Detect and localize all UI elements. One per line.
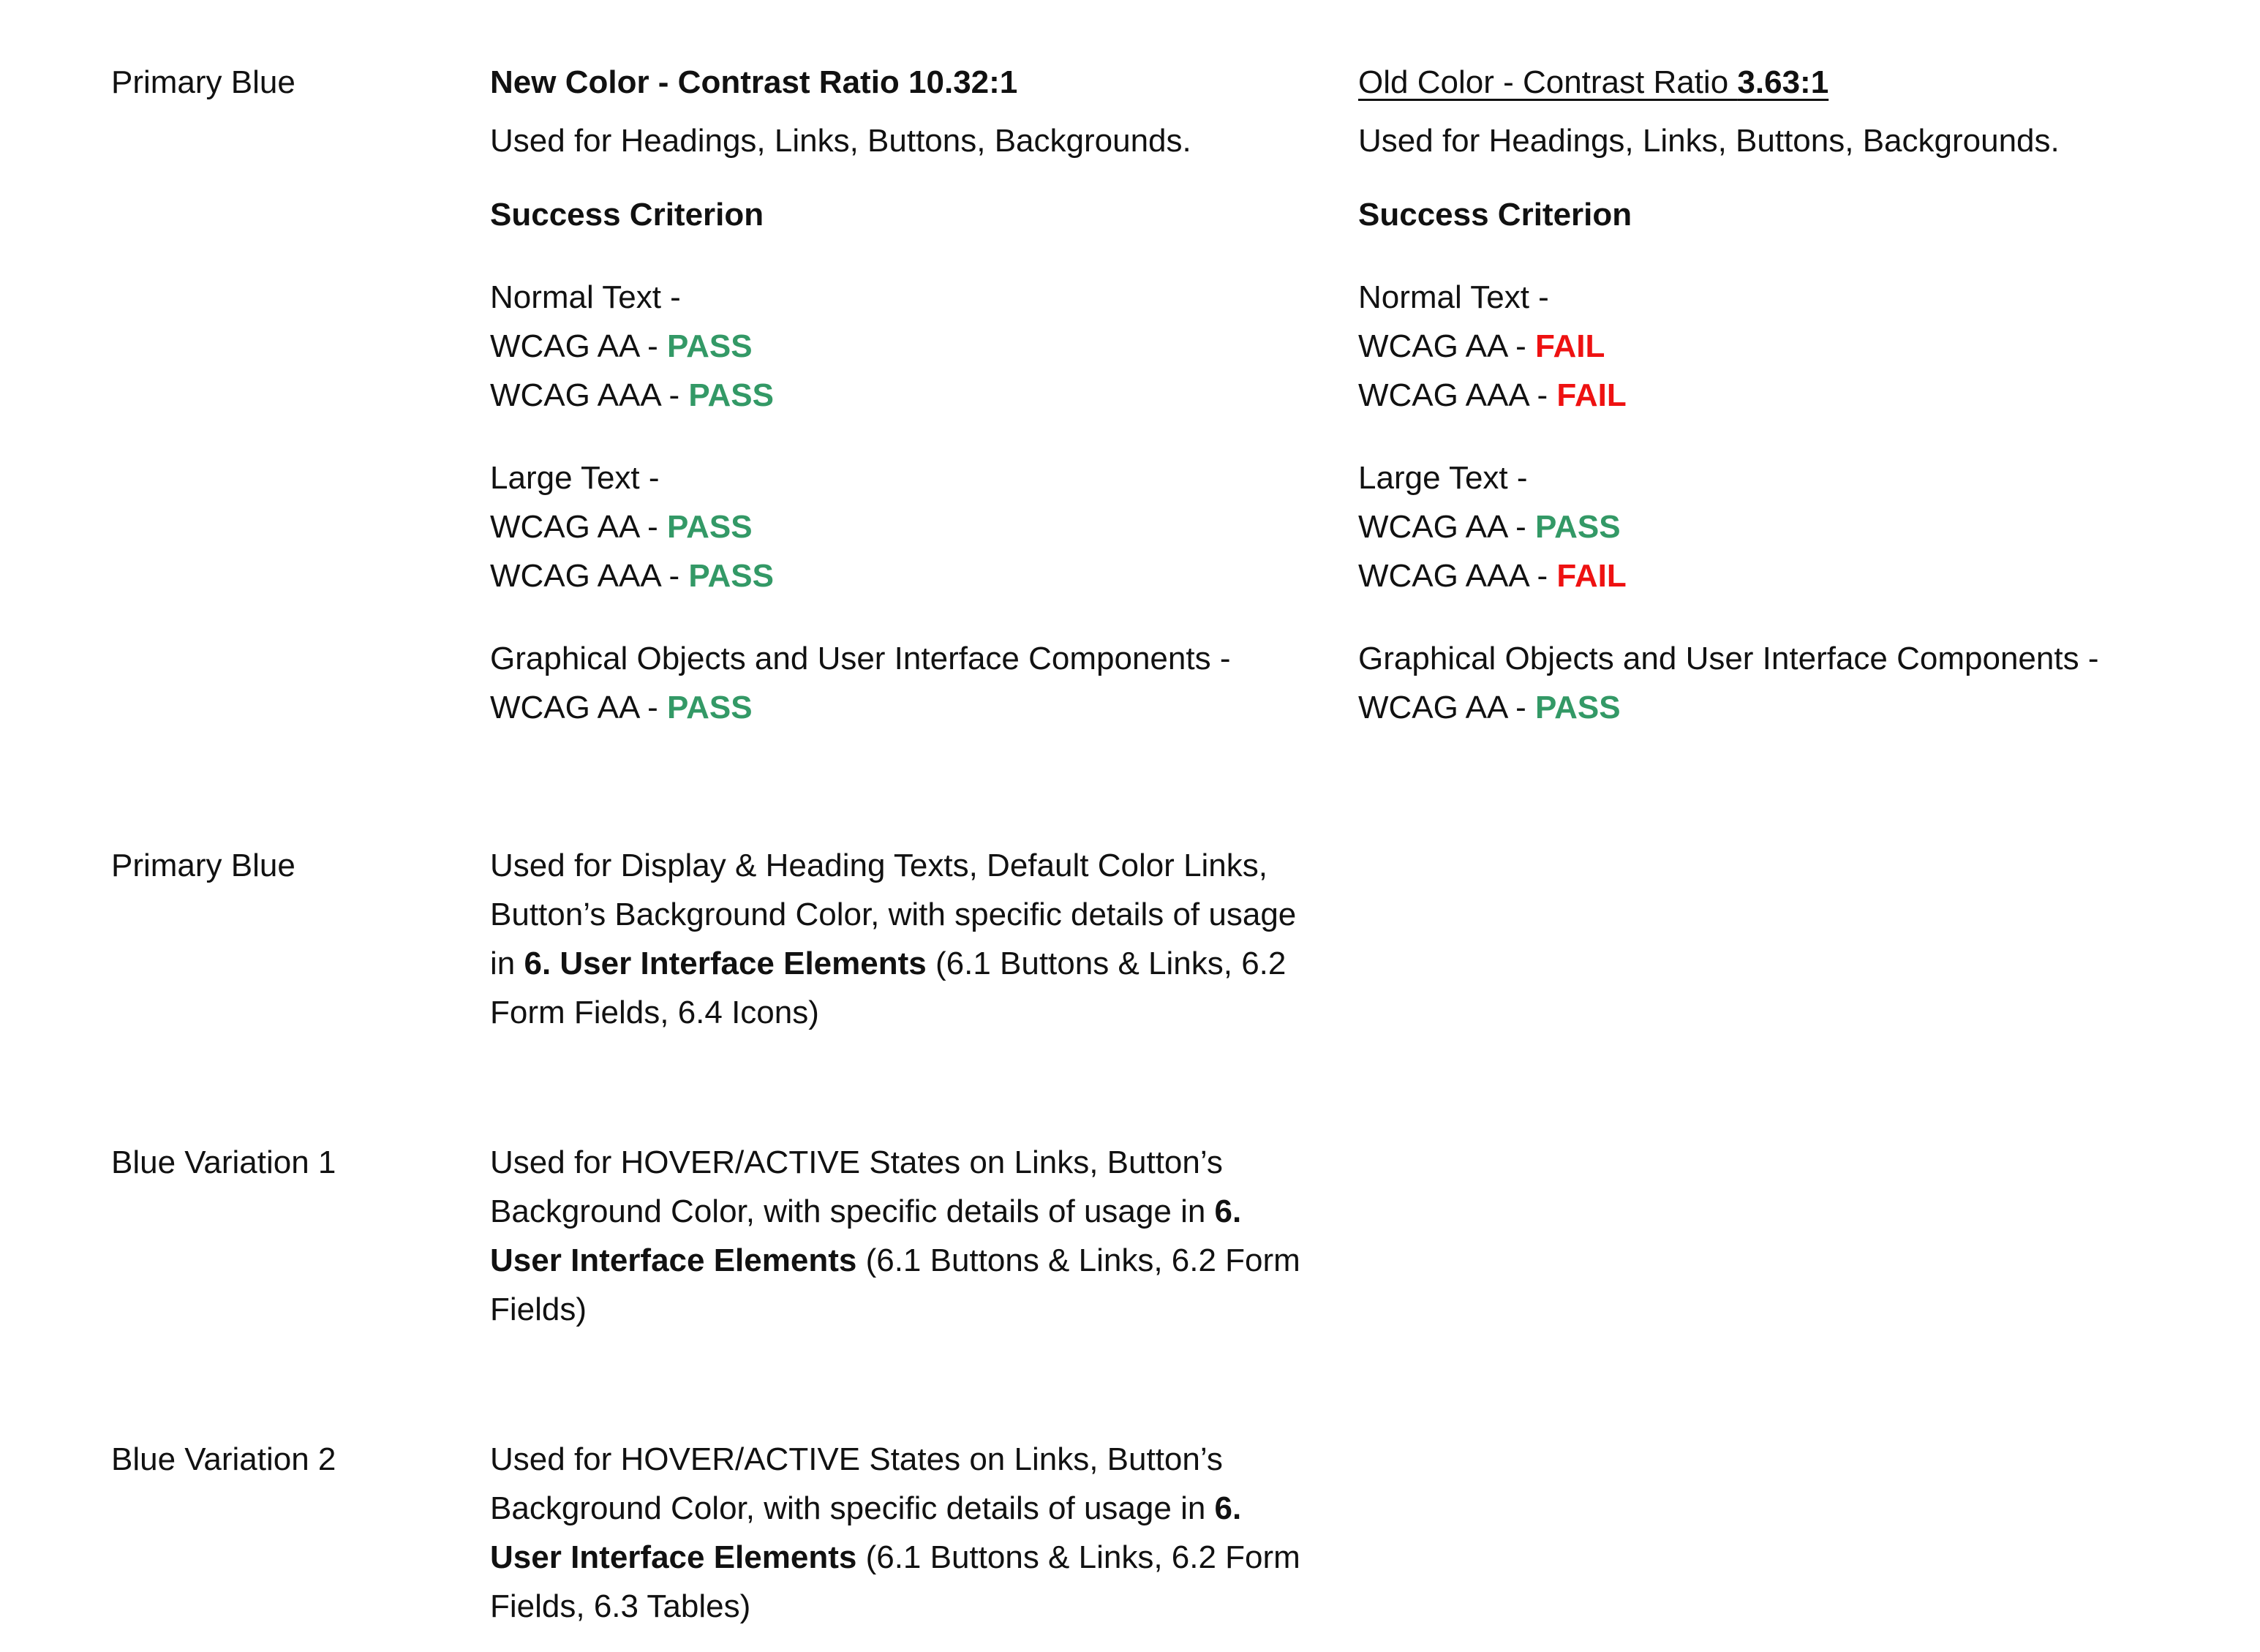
old-color-panel: [1358, 58, 2098, 732]
row-label-blue-variation-2: Blue Variation 2: [111, 1441, 336, 1477]
old-normal-aa: [1358, 322, 2098, 371]
new-color-criterion-heading: Success Criterion: [490, 197, 764, 233]
old-color-usage: Used for Headings, Links, Buttons, Backgrounds.: [1358, 123, 2060, 159]
description-text: Used for Display & Heading Texts, Default Color Links, Button’s Background Color, with specific details of usage in: [490, 848, 1297, 981]
row-description: [490, 841, 1317, 1037]
old-large-text-heading: Large Text -: [1358, 460, 1528, 496]
criterion-label: WCAG AAA -: [1358, 377, 1557, 413]
new-large-aa: [490, 502, 1230, 551]
row-description: [490, 1435, 1317, 1631]
criterion-label: WCAG AA -: [490, 328, 668, 364]
row-description: [490, 1138, 1317, 1334]
old-large-aa: [1358, 502, 2098, 551]
description-text: Used for HOVER/ACTIVE States on Links, Button’s Background Color, with specific details of usage in: [490, 1144, 1223, 1229]
criterion-label: WCAG AA -: [1358, 328, 1536, 364]
pass-result: PASS: [688, 377, 774, 413]
pass-result: PASS: [667, 328, 753, 364]
row-label-blue-variation-1: Blue Variation 1: [111, 1144, 336, 1180]
description-text: (6.1 Buttons & Links, 6.2 Form Fields, 6.3 Tables): [490, 1539, 1300, 1624]
pass-result: PASS: [1535, 509, 1621, 545]
criterion-label: WCAG AAA -: [490, 558, 689, 594]
old-color-ratio: 3.63:1: [1737, 64, 1829, 100]
criterion-label: WCAG AAA -: [1358, 558, 1557, 594]
pass-result: PASS: [667, 690, 753, 725]
fail-result: FAIL: [1556, 558, 1627, 594]
description-text: (6.1 Buttons & Links, 6.2 Form Fields): [490, 1242, 1300, 1327]
new-normal-aaa: [490, 371, 1230, 420]
old-color-title-prefix: Old Color - Contrast Ratio: [1358, 64, 1738, 100]
row-label-primary-blue: Primary Blue: [111, 64, 295, 100]
description-text: Used for HOVER/ACTIVE States on Links, Button’s Background Color, with specific details of usage in: [490, 1441, 1223, 1526]
old-graphical-heading: Graphical Objects and User Interface Components -: [1358, 641, 2099, 676]
description-text: (6.1 Buttons & Links, 6.2 Form Fields, 6.4 Icons): [490, 946, 1287, 1030]
fail-result: FAIL: [1535, 328, 1605, 364]
new-large-aaa: [490, 551, 1230, 600]
new-graphical-aa: [490, 683, 1230, 732]
new-color-title: New Color - Contrast Ratio 10.32:1: [490, 64, 1018, 100]
new-normal-aa: [490, 322, 1230, 371]
pass-result: PASS: [688, 558, 774, 594]
section-reference: 6. User Interface Elements: [490, 1490, 1242, 1575]
criterion-label: WCAG AA -: [490, 690, 668, 725]
pass-result: PASS: [667, 509, 753, 545]
old-color-title: [1358, 58, 2098, 107]
old-color-criterion-heading: Success Criterion: [1358, 197, 1632, 233]
pass-result: PASS: [1535, 690, 1621, 725]
criterion-label: WCAG AAA -: [490, 377, 689, 413]
criterion-label: WCAG AA -: [1358, 690, 1536, 725]
row-label-primary-blue-2: Primary Blue: [111, 848, 295, 883]
new-large-text-heading: Large Text -: [490, 460, 660, 496]
new-color-panel: [490, 58, 1230, 732]
criterion-label: WCAG AA -: [1358, 509, 1536, 545]
old-large-aaa: [1358, 551, 2098, 600]
new-graphical-heading: Graphical Objects and User Interface Components -: [490, 641, 1231, 676]
old-graphical-aa: [1358, 683, 2098, 732]
section-reference: 6. User Interface Elements: [524, 946, 927, 981]
old-normal-aaa: [1358, 371, 2098, 420]
new-normal-text-heading: Normal Text -: [490, 279, 681, 315]
new-color-usage: Used for Headings, Links, Buttons, Backgrounds.: [490, 123, 1191, 159]
fail-result: FAIL: [1556, 377, 1627, 413]
criterion-label: WCAG AA -: [490, 509, 668, 545]
old-normal-text-heading: Normal Text -: [1358, 279, 1549, 315]
section-reference: 6. User Interface Elements: [490, 1193, 1242, 1278]
